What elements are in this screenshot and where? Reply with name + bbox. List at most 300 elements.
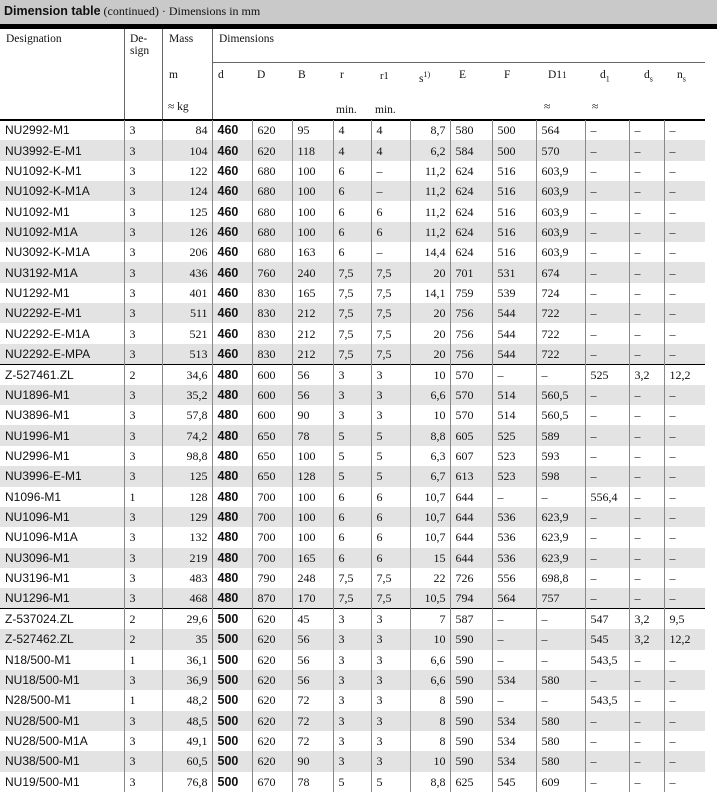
cell-designation: NU38/500-M1: [0, 751, 124, 771]
cell-ds: –: [629, 446, 664, 466]
cell-design: 3: [124, 446, 162, 466]
cell-s: 11,2: [410, 161, 450, 181]
cell-designation: NU1096-M1A: [5, 530, 78, 545]
cell-D1: 580: [536, 670, 585, 690]
title-main: Dimension table: [4, 4, 101, 18]
cell-B: 212: [292, 303, 333, 323]
cell-ds: –: [629, 201, 664, 221]
cell-ns: –: [664, 507, 705, 527]
cell-r: 4: [333, 140, 371, 160]
cell-s: 6,6: [410, 650, 450, 670]
cell-s: 11,2: [410, 181, 450, 201]
cell-designation: NU3192-M1A: [0, 262, 124, 282]
cell-r: 3: [333, 731, 371, 751]
table-row: [0, 690, 705, 710]
cell-F: 536: [492, 527, 536, 547]
table-row: [0, 161, 705, 181]
cell-d: 460: [212, 222, 252, 242]
cell-E: 570: [450, 364, 492, 385]
cell-ds: –: [629, 466, 664, 486]
cell-ns: –: [664, 344, 705, 365]
cell-mass: 125: [162, 201, 212, 221]
cell-r1: 3: [371, 609, 410, 630]
cell-d1: –: [585, 446, 629, 466]
cell-r1: 6: [371, 201, 410, 221]
cell-D: 650: [252, 466, 292, 486]
cell-ns: –: [664, 466, 705, 486]
cell-design: 3: [124, 385, 162, 405]
header-mass-symbol: m: [169, 69, 178, 81]
cell-F: 516: [492, 222, 536, 242]
cell-mass: 129: [162, 507, 212, 527]
cell-ns: –: [664, 711, 705, 731]
cell-r1: 6: [371, 548, 410, 568]
cell-d: 500: [212, 711, 252, 731]
cell-d: 500: [212, 609, 252, 630]
cell-designation: NU3896-M1: [5, 408, 70, 423]
cell-d1: –: [585, 751, 629, 771]
cell-F: 523: [492, 446, 536, 466]
cell-ns: 12,2: [664, 364, 705, 385]
cell-ns: –: [664, 425, 705, 445]
cell-E: 590: [450, 650, 492, 670]
cell-D: 620: [252, 711, 292, 731]
cell-D: 620: [252, 670, 292, 690]
cell-B: 72: [292, 711, 333, 731]
cell-d: 460: [212, 161, 252, 181]
cell-E: 607: [450, 446, 492, 466]
ns-letter: n: [677, 69, 683, 81]
cell-ns: –: [664, 405, 705, 425]
cell-r1: –: [371, 181, 410, 201]
cell-B: 56: [292, 385, 333, 405]
cell-r: 3: [333, 405, 371, 425]
cell-d1: 543,5: [585, 650, 629, 670]
cell-d1: –: [585, 181, 629, 201]
cell-r1: 5: [371, 425, 410, 445]
cell-s: 8: [410, 731, 450, 751]
cell-design: 3: [124, 323, 162, 343]
cell-designation: Z-527461.ZL: [0, 364, 124, 385]
cell-B: 165: [292, 548, 333, 568]
cell-ns: –: [664, 650, 705, 670]
table-row: [0, 120, 705, 140]
cell-D: 830: [252, 303, 292, 323]
cell-D1: 623,9: [536, 527, 585, 547]
cell-B: 100: [292, 201, 333, 221]
cell-r1: 7,5: [371, 323, 410, 343]
cell-r: 7,5: [333, 344, 371, 365]
cell-r: 7,5: [333, 283, 371, 303]
cell-d1: –: [585, 283, 629, 303]
cell-D1: 757: [536, 588, 585, 609]
cell-design: 3: [124, 405, 162, 425]
cell-B: 240: [292, 262, 333, 282]
cell-d: 480: [212, 385, 252, 405]
cell-s: 20: [410, 262, 450, 282]
cell-s: 7: [410, 609, 450, 630]
cell-F: 523: [492, 466, 536, 486]
cell-ds: –: [629, 344, 664, 365]
cell-B: 100: [292, 507, 333, 527]
cell-d: 500: [212, 650, 252, 670]
cell-design: 1: [124, 650, 162, 670]
cell-E: 756: [450, 323, 492, 343]
cell-d1: –: [585, 670, 629, 690]
cell-r: 6: [333, 181, 371, 201]
cell-design: 3: [124, 670, 162, 690]
s-letter: s: [419, 72, 424, 85]
cell-mass: 36,1: [162, 650, 212, 670]
cell-designation: NU19/500-M1: [5, 774, 80, 789]
cell-F: –: [492, 609, 536, 630]
cell-r1: 5: [371, 466, 410, 486]
cell-E: 644: [450, 527, 492, 547]
cell-mass: 35,2: [162, 385, 212, 405]
cell-D: 620: [252, 140, 292, 160]
cell-mass: 49,1: [162, 731, 212, 751]
cell-d1: –: [585, 140, 629, 160]
table-row: [0, 344, 705, 365]
cell-ns: –: [664, 568, 705, 588]
cell-s: 11,2: [410, 201, 450, 221]
d1-letter: d: [600, 69, 606, 81]
cell-s: 10,5: [410, 588, 450, 609]
cell-ds: –: [629, 548, 664, 568]
header-col-ns: [677, 69, 686, 85]
cell-D1: 698,8: [536, 568, 585, 588]
cell-d: 480: [212, 364, 252, 385]
header-dimensions-rule: [212, 62, 705, 63]
cell-B: 100: [292, 446, 333, 466]
cell-ns: –: [664, 323, 705, 343]
cell-D: 600: [252, 405, 292, 425]
cell-ds: –: [629, 527, 664, 547]
header-dimensions: Dimensions: [219, 33, 274, 45]
cell-designation: NU2992-M1: [5, 123, 70, 138]
cell-F: 516: [492, 181, 536, 201]
cell-E: 644: [450, 507, 492, 527]
cell-s: 8,8: [410, 425, 450, 445]
cell-designation: NU3992-E-M1: [0, 140, 124, 160]
cell-D: 600: [252, 385, 292, 405]
cell-r: 3: [333, 690, 371, 710]
cell-s: 20: [410, 323, 450, 343]
cell-s: 20: [410, 303, 450, 323]
header-col-E: E: [459, 69, 467, 81]
cell-ds: –: [629, 731, 664, 751]
cell-d1: –: [585, 161, 629, 181]
D1-letter: D1: [548, 69, 563, 81]
cell-D: 680: [252, 242, 292, 262]
cell-D1: 603,9: [536, 161, 585, 181]
cell-F: 516: [492, 201, 536, 221]
cell-E: 759: [450, 283, 492, 303]
cell-D: 620: [252, 609, 292, 630]
cell-F: 544: [492, 344, 536, 365]
cell-d: 460: [212, 262, 252, 282]
cell-design: 2: [124, 609, 162, 630]
cell-d: 480: [212, 548, 252, 568]
cell-ds: –: [629, 140, 664, 160]
cell-ds: –: [629, 181, 664, 201]
cell-ns: –: [664, 303, 705, 323]
cell-design: 3: [124, 201, 162, 221]
title-continued: (continued): [103, 4, 159, 18]
cell-designation: NU28/500-M1A: [5, 734, 88, 749]
cell-D: 680: [252, 201, 292, 221]
header-col-r: r: [340, 69, 344, 81]
cell-F: 525: [492, 425, 536, 445]
cell-ns: –: [664, 731, 705, 751]
cell-B: 72: [292, 731, 333, 751]
cell-ds: 3,2: [629, 364, 664, 385]
cell-ns: 12,2: [664, 629, 705, 649]
cell-mass: 76,8: [162, 772, 212, 792]
cell-design: 3: [124, 161, 162, 181]
cell-r1: 4: [371, 120, 410, 140]
cell-D1: 603,9: [536, 242, 585, 262]
cell-d1: –: [585, 548, 629, 568]
cell-D1: 589: [536, 425, 585, 445]
cell-r: 6: [333, 242, 371, 262]
cell-r: 3: [333, 650, 371, 670]
cell-ds: –: [629, 772, 664, 792]
cell-ds: –: [629, 283, 664, 303]
cell-D: 600: [252, 364, 292, 385]
cell-ds: –: [629, 161, 664, 181]
cell-s: 8,8: [410, 772, 450, 792]
cell-designation: N28/500-M1: [5, 693, 72, 708]
cell-designation: Z-537024.ZL: [0, 609, 124, 630]
cell-ns: –: [664, 446, 705, 466]
cell-r1: 7,5: [371, 344, 410, 365]
cell-d: 500: [212, 731, 252, 751]
ds-sub: s: [649, 74, 653, 84]
cell-F: 500: [492, 120, 536, 140]
cell-F: 545: [492, 772, 536, 792]
cell-D: 760: [252, 262, 292, 282]
cell-designation: NU1092-K-M1: [5, 163, 82, 178]
table-row: [0, 772, 705, 792]
header-mass: Mass: [169, 33, 194, 45]
cell-E: 584: [450, 140, 492, 160]
cell-design: 3: [124, 425, 162, 445]
cell-r1: 3: [371, 751, 410, 771]
cell-F: –: [492, 629, 536, 649]
cell-d1: –: [585, 222, 629, 242]
header-divider: [124, 29, 125, 120]
cell-F: –: [492, 487, 536, 507]
cell-D1: 560,5: [536, 385, 585, 405]
cell-ns: –: [664, 242, 705, 262]
cell-ns: –: [664, 670, 705, 690]
cell-B: 45: [292, 609, 333, 630]
table-row: [0, 385, 705, 405]
cell-E: 590: [450, 629, 492, 649]
cell-ns: –: [664, 222, 705, 242]
header-divider: [212, 29, 213, 120]
cell-D1: 722: [536, 323, 585, 343]
cell-r: 7,5: [333, 323, 371, 343]
cell-d1: –: [585, 242, 629, 262]
cell-designation: NU1092-K-M1A: [0, 181, 124, 201]
cell-s: 10: [410, 751, 450, 771]
cell-designation: NU3096-M1: [0, 548, 124, 568]
header-col-d: d: [218, 69, 224, 81]
cell-mass: 468: [162, 588, 212, 609]
cell-design: 3: [124, 772, 162, 792]
header-col-s: [419, 68, 430, 86]
cell-designation: NU3092-K-M1A: [5, 245, 90, 260]
cell-D: 830: [252, 323, 292, 343]
cell-r1: 4: [371, 140, 410, 160]
cell-designation: Z-527462.ZL: [0, 629, 124, 649]
cell-r1: 3: [371, 650, 410, 670]
cell-mass: 125: [162, 466, 212, 486]
cell-r1: 3: [371, 405, 410, 425]
cell-D1: 623,9: [536, 507, 585, 527]
cell-D: 620: [252, 690, 292, 710]
cell-D1: 580: [536, 711, 585, 731]
cell-s: 6,6: [410, 670, 450, 690]
cell-r1: 6: [371, 507, 410, 527]
cell-d1: –: [585, 507, 629, 527]
cell-d: 480: [212, 527, 252, 547]
table-row: [0, 548, 705, 568]
cell-r1: 5: [371, 772, 410, 792]
cell-d1: –: [585, 385, 629, 405]
cell-ns: –: [664, 140, 705, 160]
cell-design: 3: [124, 283, 162, 303]
header-col-D: D: [257, 69, 266, 81]
cell-F: 514: [492, 405, 536, 425]
cell-designation: NU1292-M1: [5, 285, 70, 300]
cell-D1: 623,9: [536, 548, 585, 568]
cell-r: 3: [333, 609, 371, 630]
cell-E: 644: [450, 487, 492, 507]
cell-D: 830: [252, 344, 292, 365]
cell-F: –: [492, 364, 536, 385]
cell-s: 6,7: [410, 466, 450, 486]
cell-mass: 483: [162, 568, 212, 588]
cell-design: 1: [124, 690, 162, 710]
cell-D: 650: [252, 425, 292, 445]
cell-E: 624: [450, 161, 492, 181]
cell-D: 700: [252, 507, 292, 527]
cell-B: 90: [292, 751, 333, 771]
cell-r1: –: [371, 242, 410, 262]
cell-mass: 29,6: [162, 609, 212, 630]
cell-r1: 3: [371, 670, 410, 690]
cell-E: 570: [450, 405, 492, 425]
cell-design: 3: [124, 181, 162, 201]
cell-B: 212: [292, 344, 333, 365]
cell-d: 500: [212, 772, 252, 792]
cell-F: 536: [492, 548, 536, 568]
table-row: [0, 731, 705, 751]
cell-d1: –: [585, 405, 629, 425]
cell-mass: 401: [162, 283, 212, 303]
table-row: [0, 201, 705, 221]
cell-d: 460: [212, 344, 252, 365]
cell-r1: 5: [371, 446, 410, 466]
cell-d1: 556,4: [585, 487, 629, 507]
cell-F: 534: [492, 751, 536, 771]
cell-D1: –: [536, 609, 585, 630]
cell-mass: 132: [162, 527, 212, 547]
cell-designation: N18/500-M1: [5, 652, 72, 667]
cell-d: 460: [212, 140, 252, 160]
cell-design: 3: [124, 507, 162, 527]
cell-d: 480: [212, 446, 252, 466]
cell-designation: NU2292-E-M1: [0, 303, 124, 323]
table-row: [0, 650, 705, 670]
cell-F: 500: [492, 140, 536, 160]
header-min-r: min.: [336, 104, 357, 116]
s-footnote: 1): [423, 70, 431, 79]
cell-B: 212: [292, 323, 333, 343]
cell-designation: NU18/500-M1: [0, 670, 124, 690]
table-row: [0, 262, 705, 282]
cell-E: 624: [450, 222, 492, 242]
cell-s: 14,1: [410, 283, 450, 303]
cell-s: 14,4: [410, 242, 450, 262]
cell-s: 6,6: [410, 385, 450, 405]
cell-D: 790: [252, 568, 292, 588]
table-row: [0, 181, 705, 201]
header-col-r1: r1: [380, 71, 389, 82]
cell-design: 3: [124, 466, 162, 486]
cell-D: 700: [252, 548, 292, 568]
cell-B: 100: [292, 527, 333, 547]
cell-F: 544: [492, 303, 536, 323]
table-row: [0, 364, 705, 385]
cell-D: 620: [252, 731, 292, 751]
cell-designation: NU1296-M1: [0, 588, 124, 609]
cell-d1: 543,5: [585, 690, 629, 710]
cell-D: 620: [252, 120, 292, 140]
cell-mass: 34,6: [162, 364, 212, 385]
cell-r: 6: [333, 507, 371, 527]
cell-designation: NU2996-M1: [5, 448, 70, 463]
cell-E: 624: [450, 181, 492, 201]
cell-design: 3: [124, 140, 162, 160]
cell-d1: –: [585, 262, 629, 282]
cell-E: 726: [450, 568, 492, 588]
cell-B: 118: [292, 140, 333, 160]
cell-r: 6: [333, 548, 371, 568]
cell-E: 624: [450, 201, 492, 221]
cell-D1: –: [536, 650, 585, 670]
cell-design: 1: [124, 487, 162, 507]
table-row: [0, 222, 705, 242]
cell-r: 6: [333, 161, 371, 181]
cell-d1: 525: [585, 364, 629, 385]
cell-ns: –: [664, 283, 705, 303]
cell-D: 620: [252, 629, 292, 649]
cell-d: 460: [212, 283, 252, 303]
cell-designation: NU28/500-M1: [0, 711, 124, 731]
cell-r1: 3: [371, 364, 410, 385]
title-units: · Dimensions in mm: [161, 4, 261, 18]
header-mass-unit: ≈ kg: [168, 101, 189, 113]
cell-ds: –: [629, 303, 664, 323]
header-col-B: B: [298, 69, 306, 81]
cell-D1: 603,9: [536, 181, 585, 201]
cell-s: 22: [410, 568, 450, 588]
cell-ns: –: [664, 487, 705, 507]
